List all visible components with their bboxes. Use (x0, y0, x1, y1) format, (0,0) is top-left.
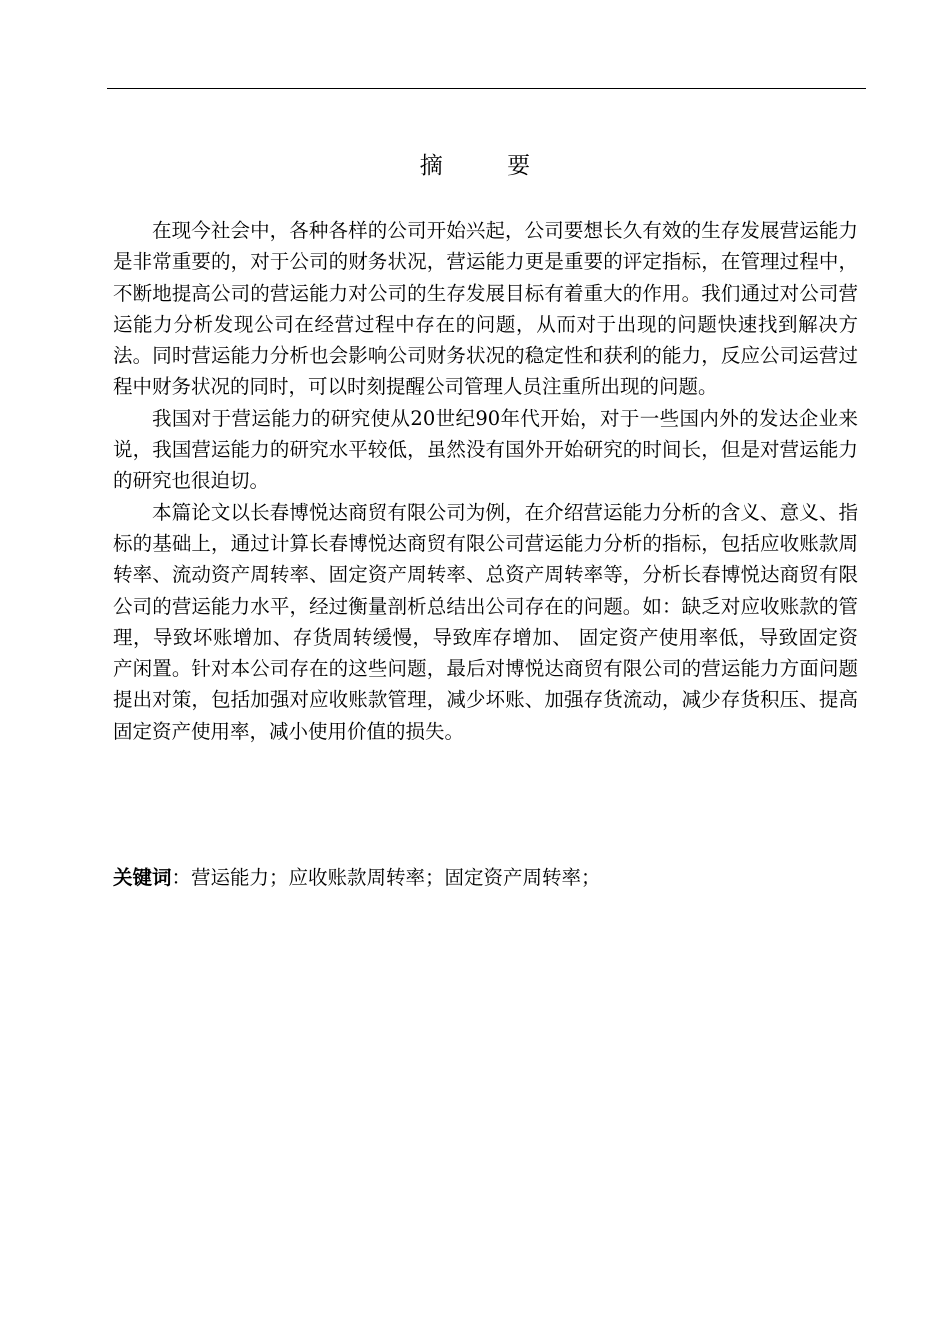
keywords-list: ：营运能力；应收账款周转率；固定资产周转率； (171, 866, 601, 889)
abstract-paragraph-2: 我国对于营运能力的研究使从20世纪90年代开始，对于一些国内外的发达企业来说，我国营运能力的研究水平较低，虽然没有国外开始研究的时间长，但是对营运能力的研究也很迫切。 (113, 406, 858, 493)
page-title: 摘 要 (419, 153, 551, 179)
keywords-line (113, 862, 858, 893)
abstract-paragraph-1: 在现今社会中，各种各样的公司开始兴起，公司要想长久有效的生存发展营运能力是非常重要的，对于公司的财务状况，营运能力更是重要的评定指标，在管理过程中，不断地提高公司的营运能力对公司的生存发展目标有着重大的作用。我们通过对公司营运能力分析发现公司在经营过程中存在的问题，从而对于出现的问题快速找到解决方法。同时营运能力分析也会影响公司财务状况的稳定性和获利的能力，反应公司运营过程中财务状况的同时，可以时刻提醒公司管理人员注重所出现的问题。 (113, 219, 858, 399)
abstract-paragraph-3: 本篇论文以长春博悦达商贸有限公司为例，在介绍营运能力分析的含义、意义、指标的基础上，通过计算长春博悦达商贸有限公司营运能力分析的指标，包括应收账款周转率、流动资产周转率、固定资产周转率、总资产周转率等，分析长春博悦达商贸有限公司的营运能力水平，经过衡量剖析总结出公司存在的问题。如：缺乏对应收账款的管理，导致坏账增加、存货周转缓慢，导致库存增加、 固定资产使用率低，导致固定资产闲置。针对本公司存在的这些问题，最后对博悦达商贸有限公司的营运能力方面问题提出对策，包括加强对应收账款管理，减少坏账、加强存货流动，减少存货积压、提高固定资产使用率，减小使用价值的损失。 (113, 500, 858, 743)
keywords-label: 关键词 (113, 866, 172, 889)
header-rule (107, 88, 866, 89)
abstract-body (113, 215, 858, 747)
